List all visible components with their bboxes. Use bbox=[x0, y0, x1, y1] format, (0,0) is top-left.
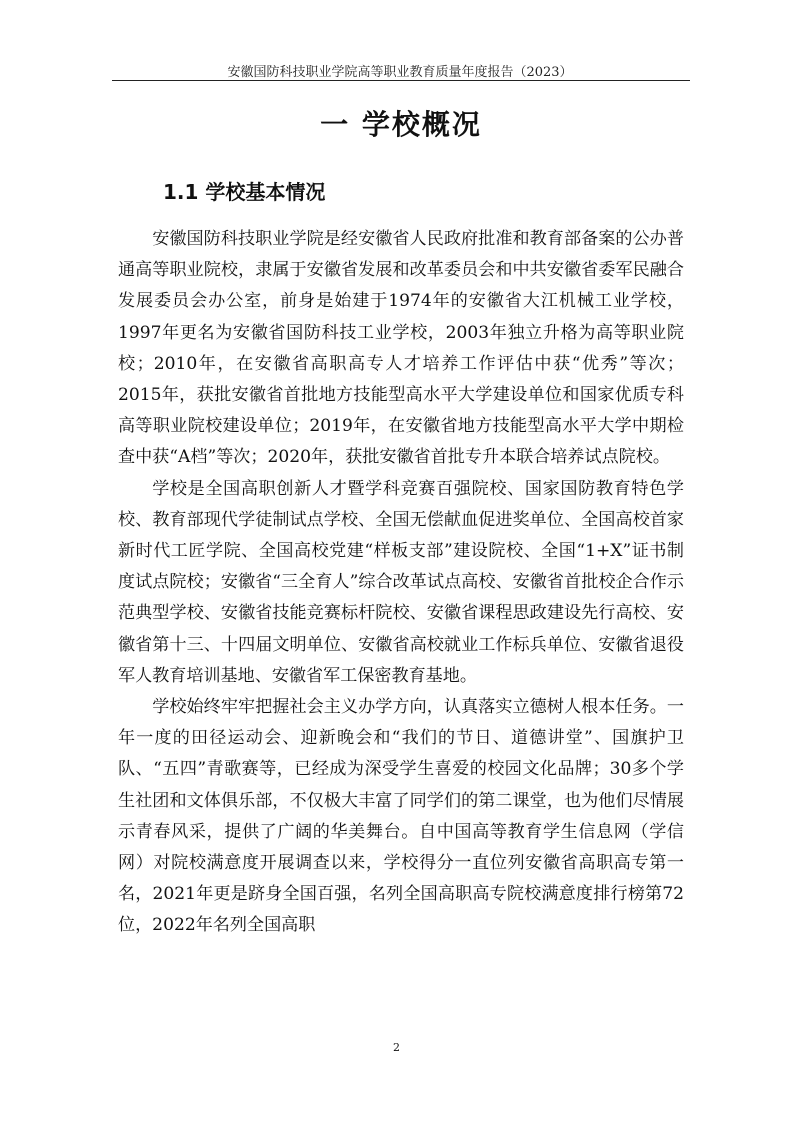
chapter-title: 一 学校概况 bbox=[320, 108, 482, 141]
running-header: 安徽国防科技职业学院高等职业教育质量年度报告（2023） bbox=[227, 65, 573, 80]
header-divider bbox=[112, 80, 690, 81]
section-title: 1.1 学校基本情况 bbox=[163, 180, 326, 204]
body-text bbox=[118, 224, 684, 942]
paragraph: 安徽国防科技职业学院是经安徽省人民政府批准和教育部备案的公办普通高等职业院校，隶属于安徽省发展和改革委员会和中共安徽省委军民融合发展委员会办公室，前身是始建于1974年的安徽省大江机械工业学校，1997年更名为安徽省国防科技工业学校，2003年独立升格为高等职业院校；2010年，在安徽省高职高专人才培养工作评估中获“优秀”等次； 2015年，获批安徽省首批地方技能型高水平大学建设单位和国家优质专科高等职业院校建设单位；2019年，在安徽省地方技能型高水平大学中期检查中获“A档”等次；2020年，获批安徽省首批专升本联合培养试点院校。 bbox=[118, 229, 684, 468]
paragraph: 学校始终牢牢把握社会主义办学方向，认真落实立德树人根本任务。一年一度的田径运动会、迎新晚会和“我们的节日、道德讲堂”、国旗护卫队、“五四”青歌赛等，已经成为深受学生喜爱的校园文化品牌；30多个学生社团和文体俱乐部，不仅极大丰富了同学们的第二课堂，也为他们尽情展示青春风采，提供了广阔的华美舞台。自中国高等教育学生信息网（学信网）对院校满意度开展调查以来，学校得分一直位列安徽省高职高专第一名，2021年更是跻身全国百强，名列全国高职高专院校满意度排行榜第72位，2022年名列全国高职 bbox=[118, 697, 684, 936]
paragraph: 学校是全国高职创新人才暨学科竞赛百强院校、国家国防教育特色学校、教育部现代学徒制试点学校、全国无偿献血促进奖单位、全国高校首家新时代工匠学院、全国高校党建“样板支部”建设院校、全国“1+X”证书制度试点院校；安徽省“三全育人”综合改革试点高校、安徽省首批校企合作示范典型学校、安徽省技能竞赛标杆院校、安徽省课程思政建设先行高校、安徽省第十三、十四届文明单位、安徽省高校就业工作标兵单位、安徽省退役军人教育培训基地、安徽省军工保密教育基地。 bbox=[118, 478, 684, 686]
page-number: 2 bbox=[393, 1041, 400, 1054]
